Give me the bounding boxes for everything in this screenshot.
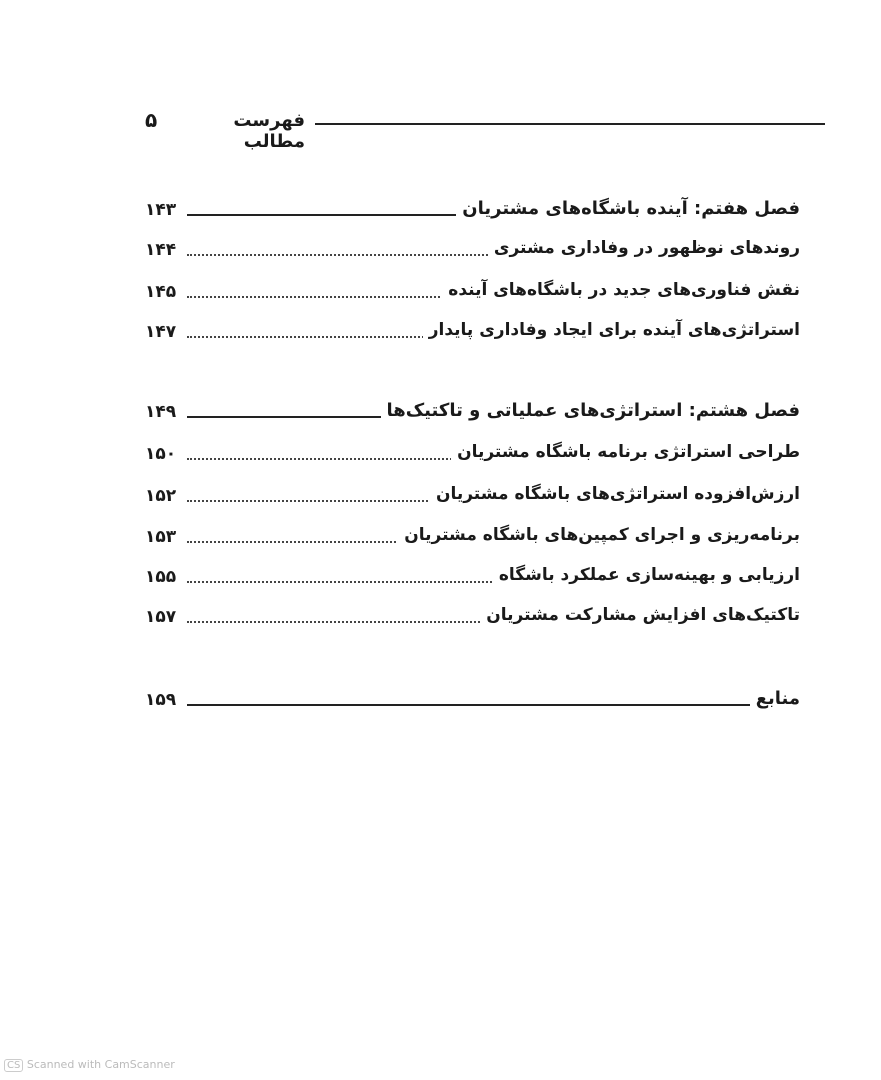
toc-page: ۱۴۴ <box>145 240 177 260</box>
toc-title: روندهای نوظهور در وفاداری مشتری <box>488 238 800 258</box>
camscanner-logo-icon: CS <box>4 1059 23 1072</box>
toc-entry <box>145 605 800 635</box>
toc-title: ارزش‌افزوده استراتژی‌های باشگاه مشتریان <box>430 484 800 504</box>
toc-page: ۱۵۲ <box>145 486 177 506</box>
toc-page: ۱۵۹ <box>145 690 177 710</box>
header-rule <box>315 123 825 125</box>
toc-entry <box>145 565 800 595</box>
toc-page: ۱۴۳ <box>145 200 177 220</box>
leader-line <box>187 704 800 706</box>
toc-entry <box>145 280 800 310</box>
toc-title: فصل هفتم: آینده باشگاه‌های مشتریان <box>456 198 800 219</box>
toc-title: فصل هشتم: استراتژی‌های عملیاتی و تاکتیک‌ها <box>381 400 800 421</box>
toc-page: ۱۴۷ <box>145 322 177 342</box>
toc-title: استراتژی‌های آینده برای ایجاد وفاداری پایدار <box>423 320 800 340</box>
toc-page: ۱۴۹ <box>145 402 177 422</box>
toc-chapter <box>145 688 800 718</box>
running-header <box>145 108 825 152</box>
toc-chapter <box>145 198 800 228</box>
toc-title: برنامه‌ریزی و اجرای کمپین‌های باشگاه مشتریان <box>398 525 800 545</box>
toc-entry <box>145 320 800 350</box>
toc-entry <box>145 442 800 472</box>
toc-title: طراحی استراتژی برنامه باشگاه مشتریان <box>451 442 800 462</box>
toc-chapter <box>145 400 800 430</box>
toc-title: تاکتیک‌های افزایش مشارکت مشتریان <box>480 605 800 625</box>
toc-title: منابع <box>750 688 800 709</box>
toc-page: ۱۵۷ <box>145 607 177 627</box>
toc-page: ۱۴۵ <box>145 282 177 302</box>
toc-title: نقش فناوری‌های جدید در باشگاه‌های آینده <box>442 280 800 300</box>
toc-entry <box>145 484 800 514</box>
header-title: فهرست مطالب <box>233 110 305 152</box>
toc-page: ۱۵۰ <box>145 444 177 464</box>
toc-page: ۱۵۳ <box>145 527 177 547</box>
toc-entry <box>145 525 800 555</box>
page-number: ۵ <box>145 108 158 132</box>
camscanner-watermark <box>4 1058 175 1072</box>
toc-title: ارزیابی و بهینه‌سازی عملکرد باشگاه <box>493 565 800 585</box>
watermark-text: Scanned with CamScanner <box>26 1058 175 1071</box>
toc-entry <box>145 238 800 268</box>
toc-page: ۱۵۵ <box>145 567 177 587</box>
